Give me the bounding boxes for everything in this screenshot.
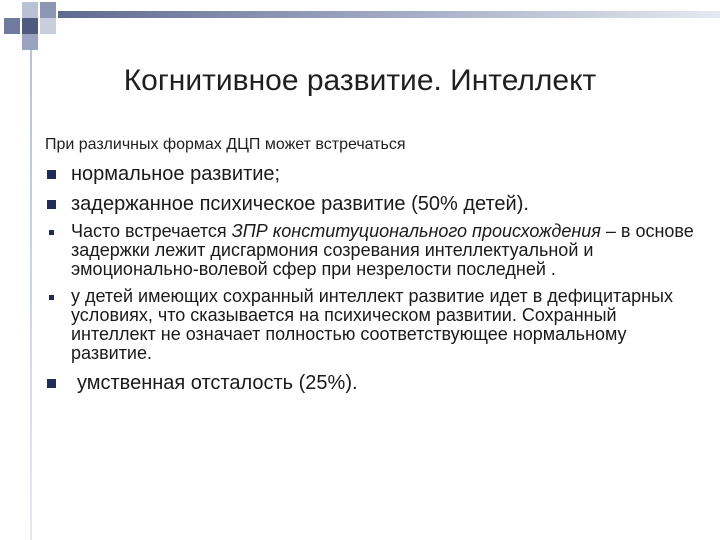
list-item-text: у детей имеющих сохранный интеллект развитие идет в дефицитарных условиях, что сказывается на психическом развитии. Сохранный интеллект не означает полностью соответствующее нормальному развитие. [71,286,673,363]
list-item [45,287,695,363]
small-square-bullet-icon [49,295,54,300]
slide-title: Когнитивное развитие. Интеллект [123,64,597,97]
list-item-text: нормальное развитие; [71,163,281,185]
decor-top-bar [58,11,720,18]
text-part: Часто встречается [71,221,232,241]
decor-square [22,18,38,34]
decor-square [4,18,20,34]
square-bullet-icon [47,200,56,209]
small-square-bullet-icon [49,230,54,235]
list-item-text: умственная отсталость (25%). [77,372,358,394]
list-item [45,192,695,216]
decor-vertical-line [30,50,32,540]
decor-square [22,34,38,50]
italic-term: ЗПР конституционального происхождения [231,221,601,241]
text-part: – в основе задержки лежит дисгармония созревания интеллектуальной и эмоционально-волевой сфер при незрелости последней . [71,221,694,279]
list-item-text [71,221,694,279]
square-bullet-icon [47,170,56,179]
intro-text: При различных формах ДЦП может встречаться [45,136,406,153]
list-item [45,371,695,395]
list-item [45,222,695,279]
square-bullet-icon [47,379,56,388]
decor-square [22,2,38,18]
list-item [45,162,695,186]
list-item-text: задержанное психическое развитие (50% детей). [71,193,529,215]
decor-square [40,18,56,34]
decor-square [40,2,56,18]
bullet-list [45,162,695,401]
